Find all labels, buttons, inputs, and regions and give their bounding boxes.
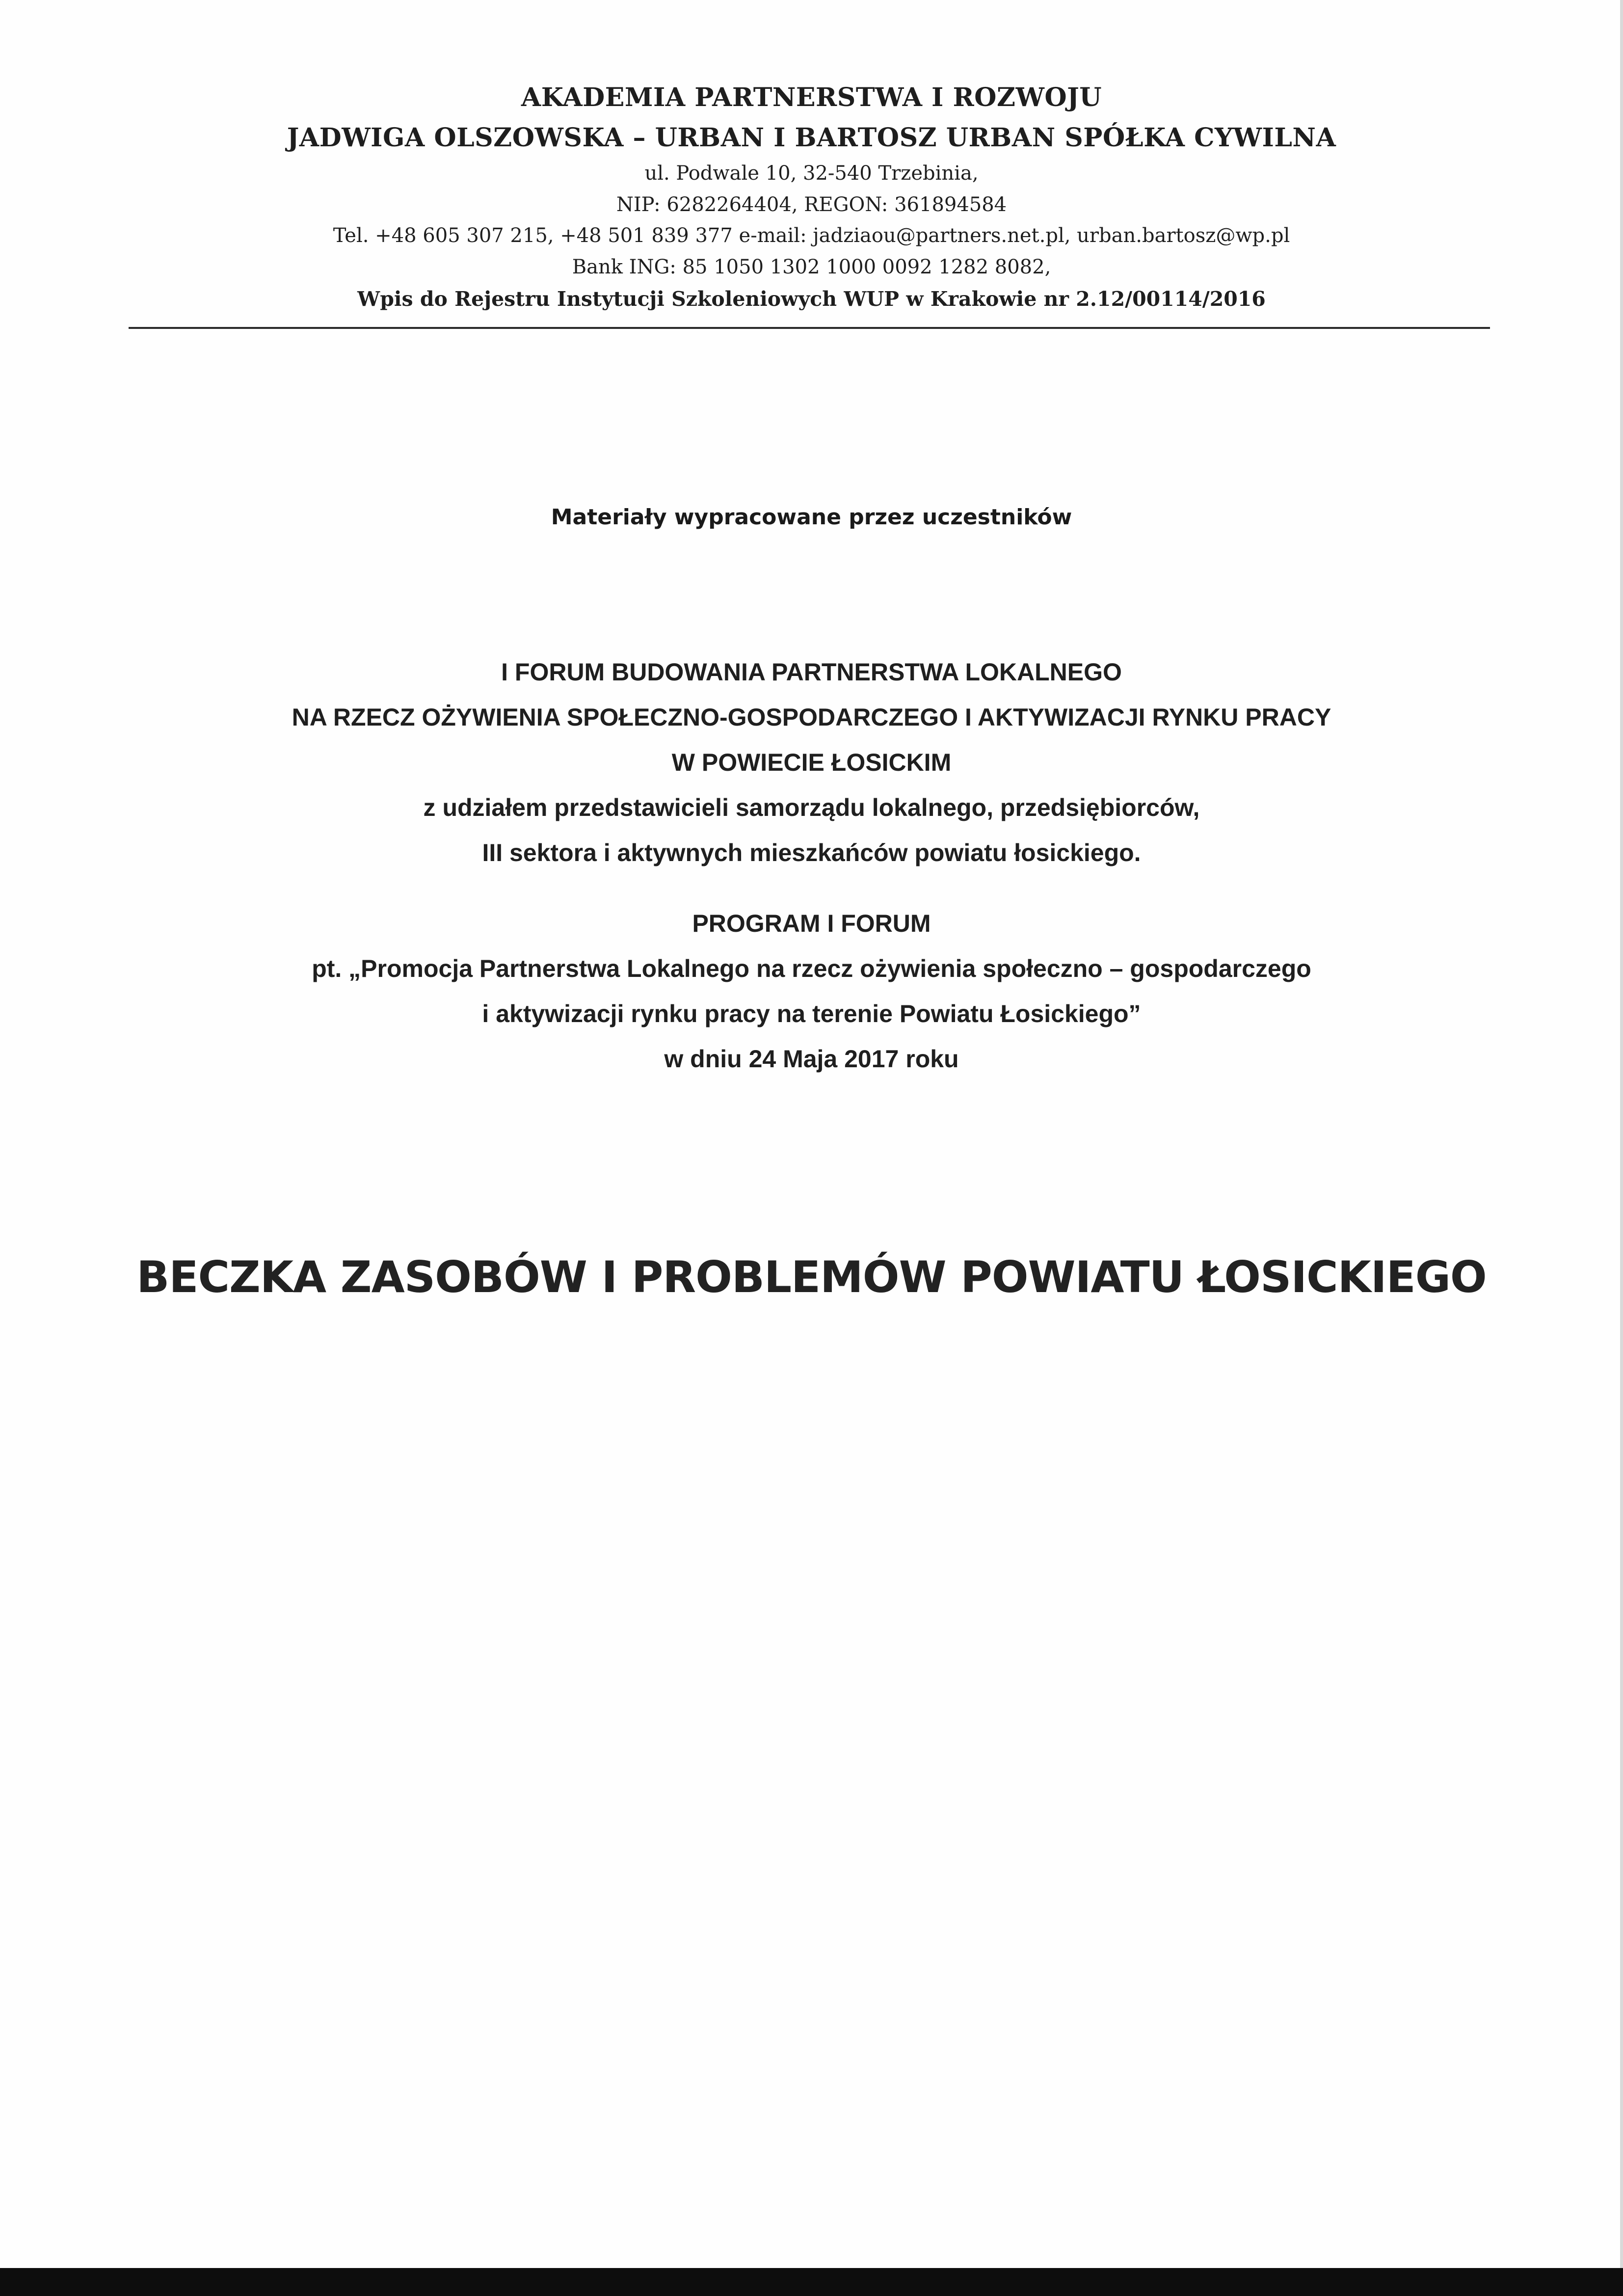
letterhead-contact: Tel. +48 605 307 215, +48 501 839 377 e-mail: jadziaou@partners.net.pl, urban.bartosz@wp.pl bbox=[333, 224, 1290, 247]
program-line: pt. „Promocja Partnerstwa Lokalnego na rzecz ożywienia społeczno – gospodarczego bbox=[312, 955, 1311, 982]
letterhead-org-name: AKADEMIA PARTNERSTWA I ROZWOJU bbox=[521, 82, 1102, 112]
letterhead-address: ul. Podwale 10, 32-540 Trzebinia, bbox=[644, 162, 979, 185]
letterhead-divider bbox=[129, 327, 1490, 329]
materials-note: Materiały wypracowane przez uczestników bbox=[551, 505, 1072, 530]
program-line: i aktywizacji rynku pracy na terenie Powiatu Łosickiego” bbox=[482, 1000, 1141, 1027]
letterhead-org-owners: JADWIGA OLSZOWSKA – URBAN I BARTOSZ URBAN SPÓŁKA CYWILNA bbox=[287, 123, 1336, 153]
forum-line: NA RZECZ OŻYWIENIA SPOŁECZNO-GOSPODARCZEGO I AKTYWIZACJI RYNKU PRACY bbox=[292, 703, 1331, 731]
forum-line: z udziałem przedstawicieli samorządu lokalnego, przedsiębiorców, bbox=[423, 794, 1200, 821]
forum-line: I FORUM BUDOWANIA PARTNERSTWA LOKALNEGO bbox=[501, 658, 1122, 686]
letterhead-ids: NIP: 6282264404, REGON: 361894584 bbox=[616, 193, 1007, 216]
scan-edge bbox=[1620, 0, 1623, 2268]
program-line: PROGRAM I FORUM bbox=[692, 910, 931, 937]
letterhead-registry: Wpis do Rejestru Instytucji Szkoleniowych WUP w Krakowie nr 2.12/00114/2016 bbox=[357, 287, 1266, 311]
forum-line: W POWIECIE ŁOSICKIM bbox=[671, 749, 952, 776]
program-line: w dniu 24 Maja 2017 roku bbox=[664, 1045, 959, 1073]
scan-border bbox=[0, 2268, 1623, 2296]
main-title: BECZKA ZASOBÓW I PROBLEMÓW POWIATU ŁOSICKIEGO bbox=[136, 1252, 1487, 1302]
letterhead-bank: Bank ING: 85 1050 1302 1000 0092 1282 8082, bbox=[572, 256, 1051, 278]
forum-line: III sektora i aktywnych mieszkańców powiatu łosickiego. bbox=[482, 839, 1141, 866]
